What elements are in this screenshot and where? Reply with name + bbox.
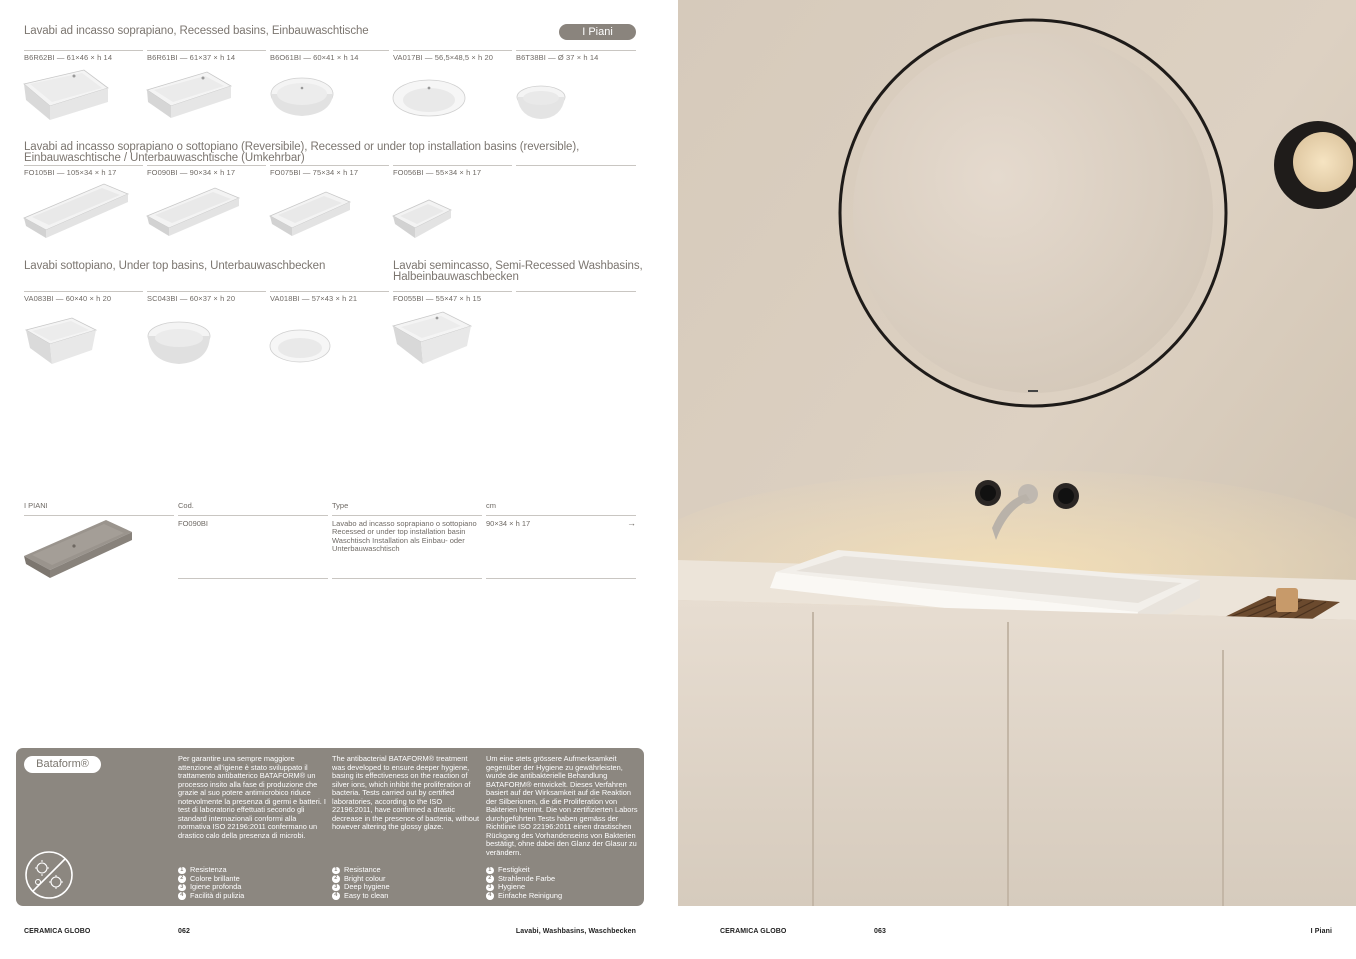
footer-brand: CERAMICA GLOBO <box>720 928 787 935</box>
divider <box>393 165 512 166</box>
product-code: FO075BI — 75×34 × h 17 <box>270 168 359 177</box>
bataform-text-it: Per garantire una sempre maggiore attenzione all'igiene è stato sviluppato il trattamento antibatterico BATAFORM® un processo insito alla fase di produzione che grazie al suo potere antimicrobico riduce notevolmente la presenza di germi e batteri. I test di laboratorio effettuati secondo gli standard internazionali conformi alla normativa ISO 22196:2011 confermano un drastico calo della presenza di microbi. <box>178 754 326 840</box>
divider <box>24 50 143 51</box>
divider <box>516 50 636 51</box>
product-code: VA017BI — 56,5×48,5 × h 20 <box>393 53 494 62</box>
list-item: 1 Resistance <box>332 866 390 875</box>
product-code: B6T38BI — Ø 37 × h 14 <box>516 53 599 62</box>
divider <box>178 515 328 516</box>
page-number: 062 <box>178 928 190 935</box>
basin-thumbnail <box>391 310 475 368</box>
features-list-en <box>332 866 390 900</box>
table-cell-type: Lavabo ad incasso soprapiano o sottopiano Recessed or under top installation basin Waschtisch Installation als Einbau- oder Unterbauwaschtisch <box>332 519 477 553</box>
product-code: B6R61BI — 61×37 × h 14 <box>147 53 236 62</box>
product-code: FO090BI — 90×34 × h 17 <box>147 168 236 177</box>
divider <box>147 165 266 166</box>
row-arrow-icon[interactable]: → <box>627 518 636 528</box>
basin-thumbnail <box>391 198 455 242</box>
divider <box>270 291 389 292</box>
divider <box>24 515 174 516</box>
table-header-cm: cm <box>486 501 496 510</box>
table-header-type: Type <box>332 501 349 510</box>
divider <box>393 291 512 292</box>
section-title-semi-recessed-line2: Halbeinbauwaschbecken <box>393 271 519 283</box>
divider <box>24 291 143 292</box>
section-title-recessed: Lavabi ad incasso soprapiano, Recessed basins, Einbauwaschtische <box>24 25 369 37</box>
basin-thumbnail <box>268 328 334 368</box>
features-list-de <box>486 866 562 900</box>
list-item: 3 Igiene profonda <box>178 883 244 892</box>
product-code: FO056BI — 55×34 × h 17 <box>393 168 482 177</box>
divider <box>486 515 636 516</box>
product-code: SC043BI — 60×37 × h 20 <box>147 294 236 303</box>
footer-section: Lavabi, Washbasins, Waschbecken <box>515 928 636 935</box>
divider <box>147 291 266 292</box>
bataform-text-en: The antibacterial BATAFORM® treatment was developed to ensure deeper hygiene, basing its effectiveness on the reaction of silver ions, which inhibit the proliferation of bacteria. Tests carried out by certified laboratories, according to the ISO 22196:2011, have confirmed a drastic decrease in the presence of bacteria, without however altering the glossy glaze. <box>332 754 480 832</box>
product-code: VA083BI — 60×40 × h 20 <box>24 294 112 303</box>
basin-thumbnail <box>22 182 130 242</box>
section-title-reversible-line2: Einbauwaschtische / Unterbauwaschtische (Umkehrbar) <box>24 152 305 164</box>
no-bacteria-icon <box>24 850 74 900</box>
right-page <box>678 0 1356 959</box>
basin-product-image <box>22 518 134 582</box>
page-number: 063 <box>874 928 886 935</box>
footer-brand: CERAMICA GLOBO <box>24 928 91 935</box>
list-item: 3 Hygiene <box>486 883 562 892</box>
basin-thumbnail <box>145 318 215 368</box>
basin-thumbnail <box>22 316 100 368</box>
bathroom-photo <box>678 0 1356 906</box>
divider <box>24 165 143 166</box>
bataform-text-de: Um eine stets grössere Aufmerksamkeit gegenüber der Hygiene zu gewährleisten, wurde die antibakterielle Behandlung BATAFORM® entwickelt. Dieses Verfahren basiert auf der Wirksamkeit auf die Reaktion der Silberionen, die die Proliferation von Bakterien hemmt. Die von zertifizierten Labors durchgeführten Tests haben gemäss der Richtlinie ISO 22196:2011 einen drastischen Rückgang des Vorhandenseins von Bakterien bestätigt, ohne dabei den Glanz der Glasur zu verändern. <box>486 754 638 858</box>
product-code: FO055BI — 55×47 × h 15 <box>393 294 482 303</box>
divider <box>332 578 482 579</box>
basin-thumbnail <box>268 190 354 240</box>
divider <box>516 165 636 166</box>
table-cell-code: FO090BI <box>178 519 209 528</box>
section-title-reversible: Lavabi ad incasso soprapiano o sottopiano (Reversibile), Recessed or under top installation basins (reversible), <box>24 141 580 153</box>
divider <box>332 515 482 516</box>
list-item: 1 Festigkeit <box>486 866 562 875</box>
list-item: 4 Easy to clean <box>332 892 390 901</box>
list-item: 1 Resistenza <box>178 866 244 875</box>
divider <box>270 165 389 166</box>
list-item: 2 Strahlende Farbe <box>486 875 562 884</box>
basin-thumbnail <box>514 82 570 122</box>
list-item: 3 Deep hygiene <box>332 883 390 892</box>
table-header-family: I PIANI <box>24 501 48 510</box>
basin-thumbnail <box>22 66 112 124</box>
category-badge: I Piani <box>559 24 636 40</box>
divider <box>178 578 328 579</box>
divider <box>393 50 512 51</box>
product-code: FO105BI — 105×34 × h 17 <box>24 168 117 177</box>
table-header-code: Cod. <box>178 501 194 510</box>
footer-section: I Piani <box>1310 928 1332 935</box>
list-item: 2 Bright colour <box>332 875 390 884</box>
product-code: B6R62BI — 61×46 × h 14 <box>24 53 113 62</box>
divider <box>147 50 266 51</box>
list-item: 4 Facilità di pulizia <box>178 892 244 901</box>
product-code: VA018BI — 57×43 × h 21 <box>270 294 358 303</box>
basin-thumbnail <box>145 186 241 240</box>
divider <box>486 578 636 579</box>
basin-thumbnail <box>268 74 338 120</box>
basin-thumbnail <box>145 68 235 122</box>
section-title-under-top: Lavabi sottopiano, Under top basins, Unterbauwaschbecken <box>24 260 326 272</box>
divider <box>270 50 389 51</box>
product-code: B6O61BI — 60×41 × h 14 <box>270 53 359 62</box>
bataform-badge: Bataform® <box>24 756 101 773</box>
basin-thumbnail <box>391 76 471 122</box>
section-title-semi-recessed: Lavabi semincasso, Semi-Recessed Washbasins, <box>393 260 643 272</box>
divider <box>516 291 636 292</box>
features-list-it <box>178 866 244 900</box>
list-item: 2 Colore brillante <box>178 875 244 884</box>
table-cell-cm: 90×34 × h 17 <box>486 519 531 528</box>
list-item: 4 Einfache Reinigung <box>486 892 562 901</box>
